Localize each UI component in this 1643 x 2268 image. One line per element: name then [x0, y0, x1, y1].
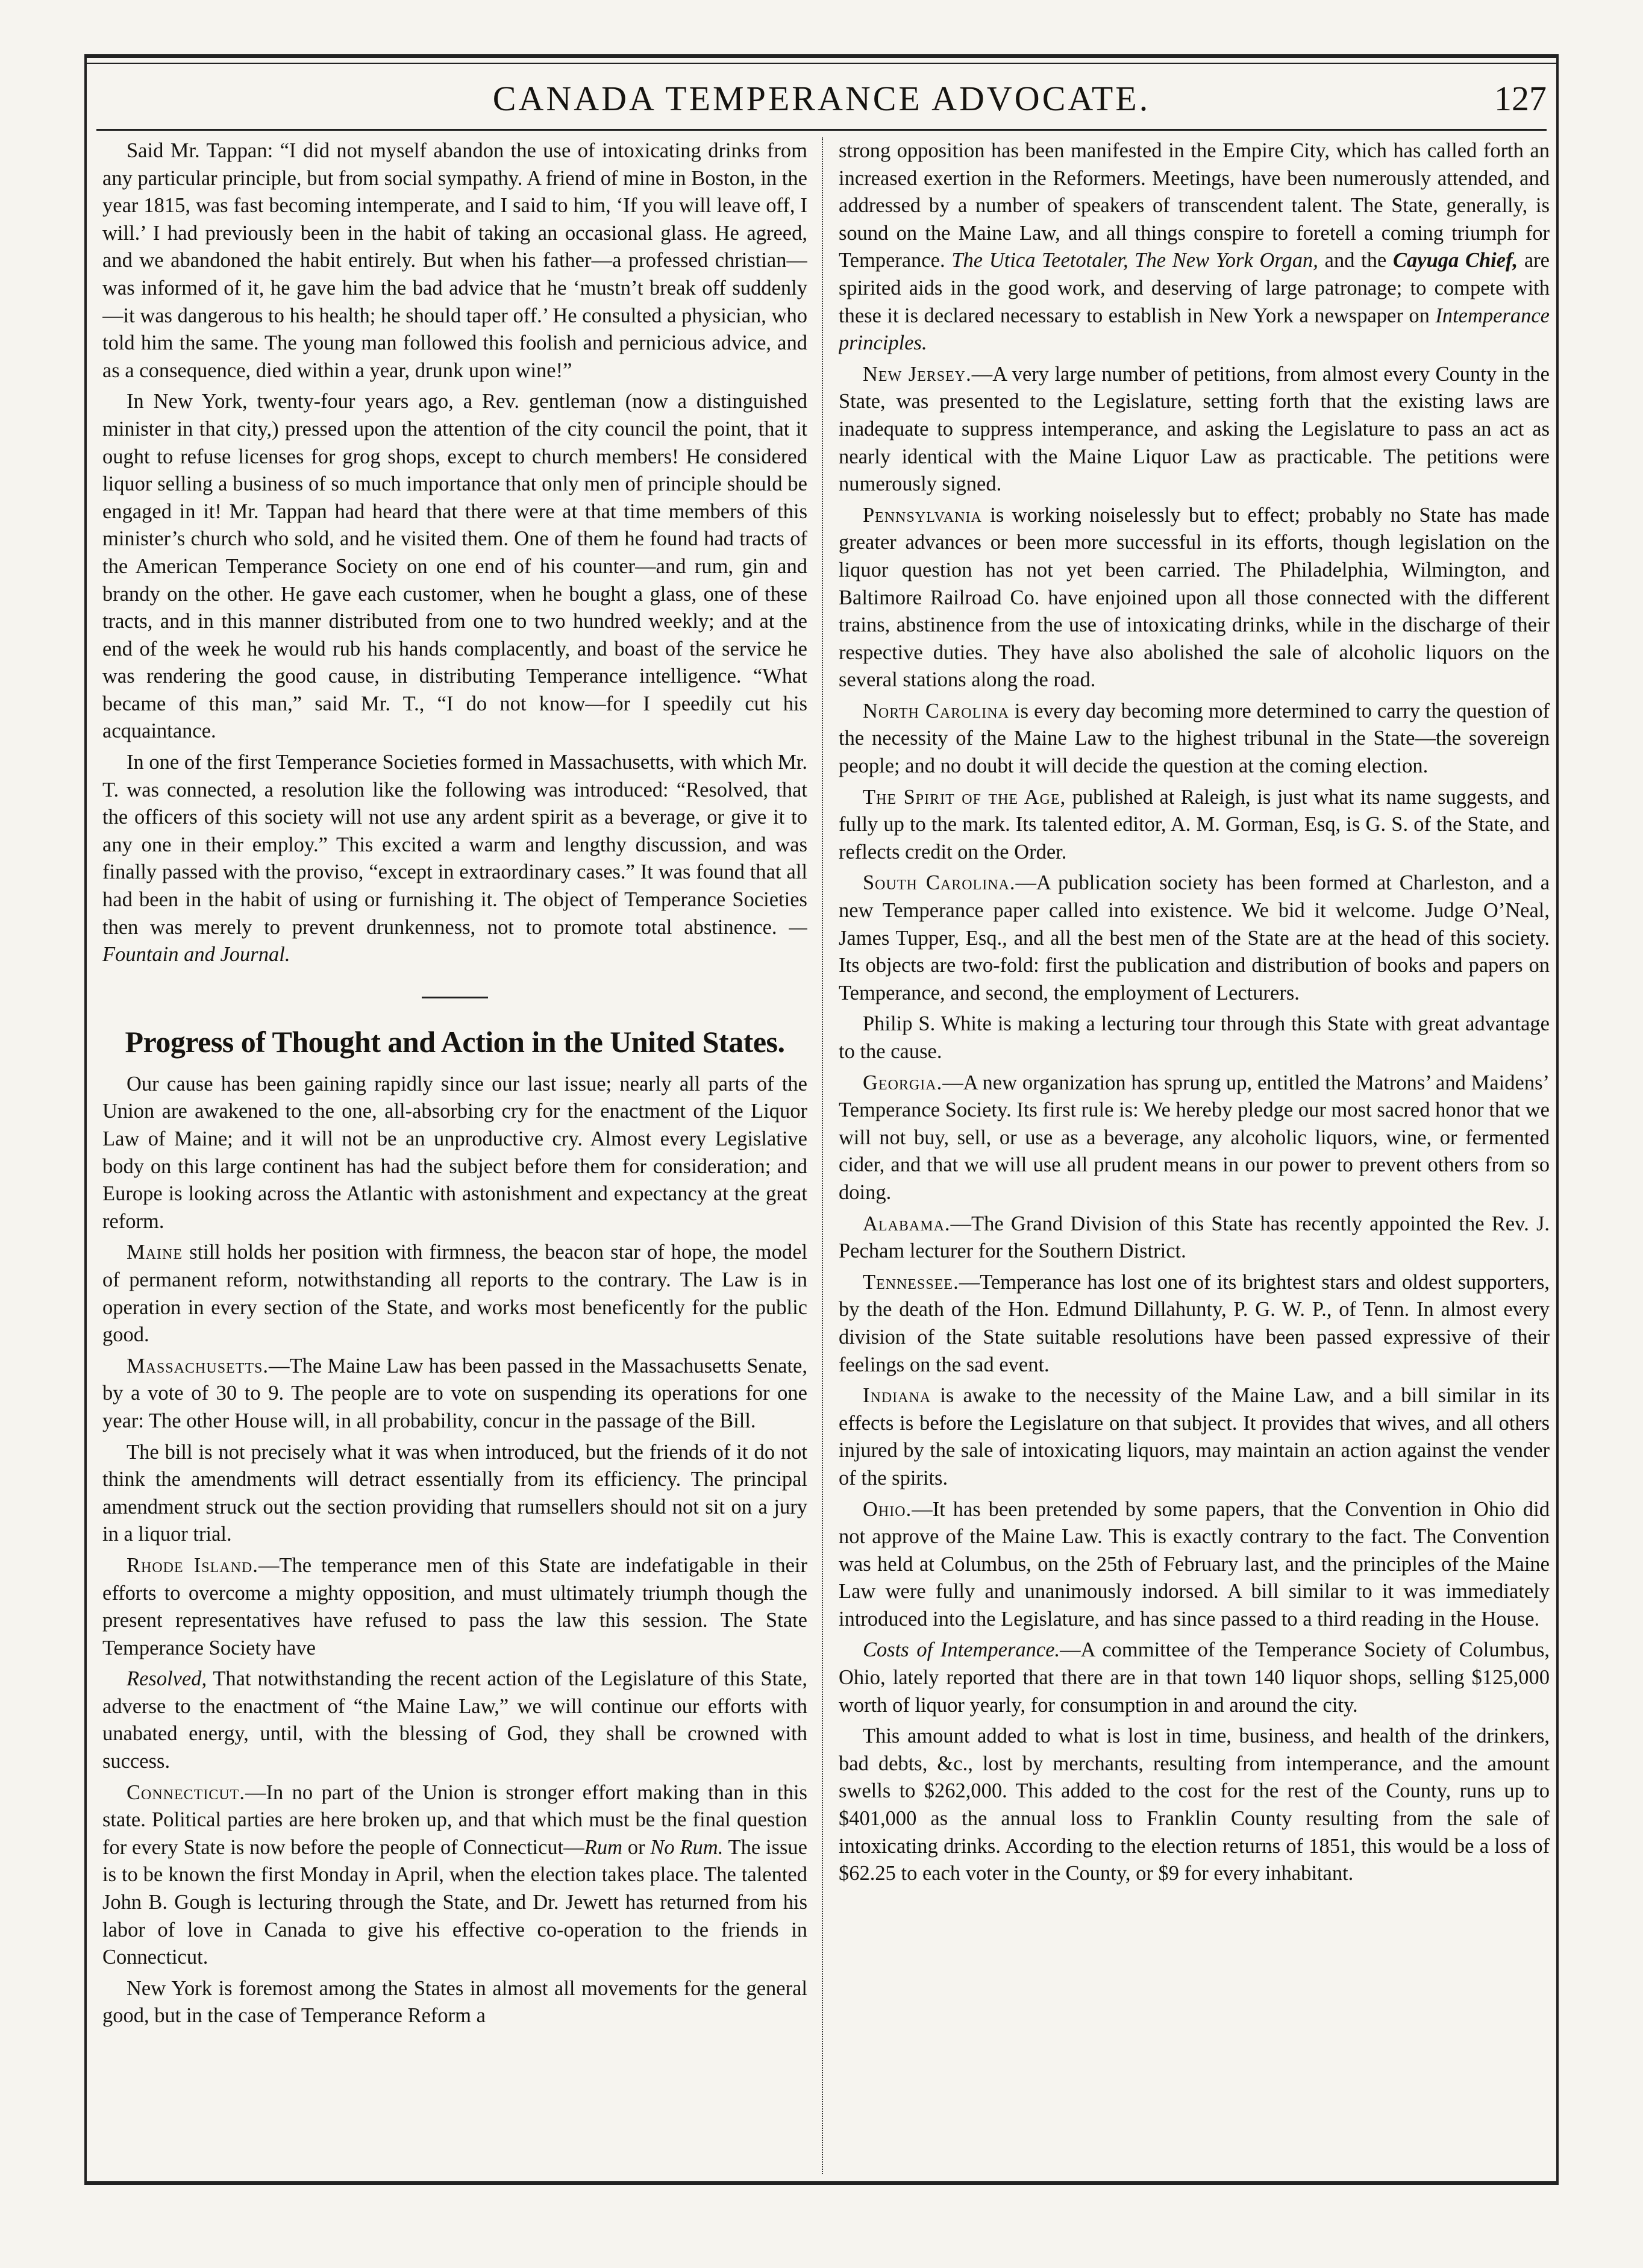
top-rule: [84, 54, 1559, 58]
paragraph-georgia: Georgia.—A new organization has sprung up, entitled the Matrons’ and Maidens’ Temperance Society. Its first rule is: We hereby pledge our most sacred honor that we will not buy, sell, or use as a beverage, any alcoholic liquors, wine, or fermented cider, and that we will use all prudent means in our power to prevent others from so doing.: [839, 1071, 1550, 1204]
publication-title: CANADA TEMPERANCE ADVOCATE.: [492, 79, 1151, 118]
resolved-label: Resolved,: [127, 1667, 207, 1691]
section-divider: [422, 997, 488, 998]
paragraph-costs-of-intemperance: Costs of Intemperance.—A committee of the Temperance Society of Columbus, Ohio, lately reported that there are in that town 140 liquor shops, selling $125,000 worth of liquor yearly, for consumption in and around the city.: [839, 1638, 1550, 1717]
section-title: Progress of Thought and Action in the United States.: [125, 1024, 785, 1059]
state-label-pennsylvania: Pennsylvania: [863, 503, 982, 527]
paper-label-spirit-of-the-age: The Spirit of the Age,: [863, 785, 1066, 809]
column-divider: [822, 137, 823, 2174]
paragraph-indiana: Indiana is awake to the necessity of the Maine Law, and a bill similar in its effects is before the Legislature on that subject. It provides that wives, and all others injured by the sale of intoxicating liquors, may maintain an action against the vender of the spirits.: [839, 1384, 1550, 1490]
page-header: [96, 78, 1547, 127]
state-label-new-jersey: New Jersey.: [863, 362, 972, 386]
paragraph-spirit-of-the-age: The Spirit of the Age, published at Raleigh, is just what its name suggests, and fully up to the mark. Its talented editor, A. M. Gorman, Esq, is G. S. of the State, and reflects credit on the Order.: [839, 785, 1550, 863]
state-label-connecticut: Connecticut.: [127, 1781, 245, 1804]
paragraph-bill: The bill is not precisely what it was when introduced, but the friends of it do not think the amendments will detract essentially from its efficiency. The principal amendment struck out the section providing that rumsellers should not sit on a jury in a liquor trial.: [102, 1440, 807, 1546]
header-rule: [96, 129, 1547, 131]
state-label-alabama: Alabama.: [863, 1212, 951, 1235]
paragraph-north-carolina: North Carolina is every day becoming more determined to carry the question of the necessity of the Maine Law to the highest tribunal in the State—the sovereign people; and no doubt it will decide the question at the coming election.: [839, 699, 1550, 778]
paragraph-new-york-minister: In New York, twenty-four years ago, a Rev. gentleman (now a distinguished minister in that city,) pressed upon the attention of the city council the point, that it ought to refuse licenses for grog shops, except to church members! He considered liquor selling a business of so much importance that only men of principle should be engaged in it! Mr. Tappan had heard that there were at that time members of this minister’s church who sold, and he visited them. One of them he found had tracts of the American Temperance Society on one end of his counter—and rum, gin and brandy on the other. He gave each customer, when he bought a glass, one of these tracts, and in this manner distributed from one to two hundred weekly; and at the end of the week he would rub his hands complacently, and boast of the service he was rendering the good cause, in distributing Temperance intelligence. “What became of this man,” said Mr. T., “I do not know—for I speedily cut his acquaintance.: [102, 390, 807, 743]
paragraph-tennessee: Tennessee.—Temperance has lost one of its brightest stars and oldest supporters, by the death of the Hon. Edmund Dillahunty, P. G. W. P., of Tenn. In almost every division of the State suitable resolutions have been passed expressive of their feelings on the sad event.: [839, 1270, 1550, 1376]
paragraph-maine: Maine still holds her position with firmness, the beacon star of hope, the model of permanent reform, notwithstanding all reports to the contrary. The Law is in operation in every section of the State, and works most beneficently for the public good.: [102, 1241, 807, 1347]
state-label-maine: Maine: [127, 1241, 183, 1264]
paragraph-pennsylvania: Pennsylvania is working noiselessly but to effect; probably no State has made greater advances or been more successful in its efforts, though legislation on the liquor question has not yet been carried. The Philadelphia, Wilmington, and Baltimore Railroad Co. have enjoined upon all those connected with the different trains, abstinence from the use of intoxicating drinks, while in the discharge of their respective duties. They have also abolished the sale of alcoholic liquors on the several stations along the road.: [839, 503, 1550, 692]
paragraph-connecticut: Connecticut.—In no part of the Union is stronger effort making than in this state. Political parties are here broken up, and that which must be the final question for every State is now before the people of Connecticut—Rum or No Rum. The issue is to be known the first Monday in April, when the election takes place. The talented John B. Gough is lecturing through the State, and Dr. Jewett has returned from his labor of love in Canada to give his effective co-operation to the friends in Connecticut.: [102, 1781, 807, 1969]
state-label-tennessee: Tennessee.: [863, 1270, 959, 1294]
page-frame-right: [1556, 54, 1559, 2185]
paragraph-philip-white: Philip S. White is making a lecturing tour through this State with great advantage to the cause.: [839, 1012, 1550, 1063]
page-frame-left: [84, 54, 87, 2185]
paragraph-massachusetts-society: In one of the first Temperance Societies formed in Massachusetts, with which Mr. T. was connected, a resolution like the following was introduced: “Resolved, that the officers of this society will not use any ardent spirit as a beverage, or give it to any one in their employ.” This excited a warm and lengthy discussion, and was finally passed with the proviso, “except in extraordinary cases.” It was found that all had been in the habit of using or furnishing it. The object of Temperance Societies then was merely to prevent drunkenness, not to promote total abstinence. —Fountain and Journal.: [102, 751, 807, 966]
paragraph-alabama: Alabama.—The Grand Division of this State has recently appointed the Rev. J. Pecham lecturer for the Southern District.: [839, 1212, 1550, 1263]
paragraph-our-cause: Our cause has been gaining rapidly since our last issue; nearly all parts of the Union are awakened to the one, all-absorbing cry for the enactment of the Liquor Law of Maine; and it will not be an unproductive cry. Almost every Legislative body on this large continent has had the subject before them for consideration; and Europe is looking across the Atlantic with astonishment and expectancy at the great reform.: [102, 1072, 807, 1233]
paragraph-tappan-quote: Said Mr. Tappan: “I did not myself abandon the use of intoxicating drinks from any particular principle, but from social sympathy. A friend of mine in Boston, in the year 1815, was fast becoming intemperate, and I said to him, ‘If you will leave off, I will.’ I had previously been in the habit of taking an occasional glass. He agreed, and we abandoned the habit entirely. But when his father—a professed christian—was informed of it, he gave him the bad advice that he ‘mustn’t break off suddenly—it was dangerous to his health; he should taper off.’ He consulted a physician, who told him the same. The young man followed this foolish and pernicious advice, and as a consequence, died within a year, drunk upon wine!”: [102, 139, 807, 382]
paragraph-ohio: Ohio.—It has been pretended by some papers, that the Convention in Ohio did not approve of the Maine Law. This is exactly contrary to the fact. The Convention was held at Columbus, on the 25th of February last, and the principles of the Maine Law were fully and unanimously indorsed. A bill similar to it was immediately introduced into the Legislature, and has since passed to a third reading in the House.: [839, 1497, 1550, 1631]
left-column: [102, 137, 807, 2174]
state-label-rhode-island: Rhode Island.: [127, 1553, 258, 1577]
paragraph-amount: This amount added to what is lost in time, business, and health of the drinkers, bad debts, &c., lost by merchants, resulting from intemperance, and the amount swells to $262,000. This added to the cost for the rest of the County, runs up to $401,000 as the annual loss to Franklin County resulting from the sale of intoxicating drinks. According to the election returns of 1851, this would be a loss of $62.25 to each voter in the County, or $9 for every inhabitant.: [839, 1724, 1550, 1885]
paragraph-new-york: New York is foremost among the States in almost all movements for the general good, but in the case of Temperance Reform a: [102, 1976, 807, 2028]
costs-label: Costs of Intemperance.: [863, 1638, 1060, 1662]
state-label-massachusetts: Massachusetts.: [127, 1354, 269, 1377]
paragraph-empire-city: strong opposition has been manifested in the Empire City, which has called forth an increased exertion in the Reformers. Meetings, have been numerously attended, and addressed by a number of speakers of transcendent talent. The State, generally, is sound on the Maine Law, and all things conspire to foretell a coming triumph for Temperance. The Utica Teetotaler, The New York Organ, and the Cayuga Chief, are spirited aids in the good work, and deserving of large patronage; to compete with these it is declared necessary to establish in New York a newspaper on Intemperance principles.: [839, 139, 1550, 355]
paragraph-resolved: Resolved, That notwithstanding the recent action of the Legislature of this State, adverse to the enactment of “the Maine Law,” we will continue our efforts with unabated energy, until, with the blessing of God, they shall be crowned with success.: [102, 1667, 807, 1773]
paragraph-new-jersey: New Jersey.—A very large number of petitions, from almost every County in the State, was presented to the Legislature, setting forth that the existing laws are inadequate to suppress intemperance, and asking the Legislature to pass an act as nearly identical with the Maine Liquor Law as practicable. The petitions were numerously signed.: [839, 362, 1550, 496]
state-label-south-carolina: South Carolina.: [863, 871, 1016, 895]
right-column: [839, 137, 1550, 2174]
state-label-georgia: Georgia.: [863, 1071, 943, 1094]
paragraph-rhode-island: Rhode Island.—The temperance men of this State are indefatigable in their efforts to overcome a mighty opposition, and must ultimately triumph though the present representatives have refused to pass the law this session. The State Temperance Society have: [102, 1553, 807, 1659]
page-number: 127: [1494, 79, 1547, 118]
top-rule-thin: [84, 63, 1559, 64]
state-label-ohio: Ohio.: [863, 1497, 912, 1521]
state-label-north-carolina: North Carolina: [863, 699, 1009, 722]
paragraph-massachusetts: Massachusetts.—The Maine Law has been passed in the Massachusetts Senate, by a vote of 30 to 9. The people are to vote on suspending its operations for one year: The other House will, in all probability, concur in the passage of the Bill.: [102, 1354, 807, 1432]
bottom-rule: [84, 2181, 1559, 2185]
paragraph-south-carolina: South Carolina.—A publication society has been formed at Charleston, and a new Temperance paper called into existence. We bid it welcome. Judge O’Neal, James Tupper, Esq., and all the best men of the State are at the head of this society. Its objects are two-fold: first the publication and distribution of books and papers on Temperance, and second, the employment of Lecturers.: [839, 871, 1550, 1004]
state-label-indiana: Indiana: [863, 1384, 931, 1408]
article-source: —Fountain and Journal.: [102, 915, 807, 966]
